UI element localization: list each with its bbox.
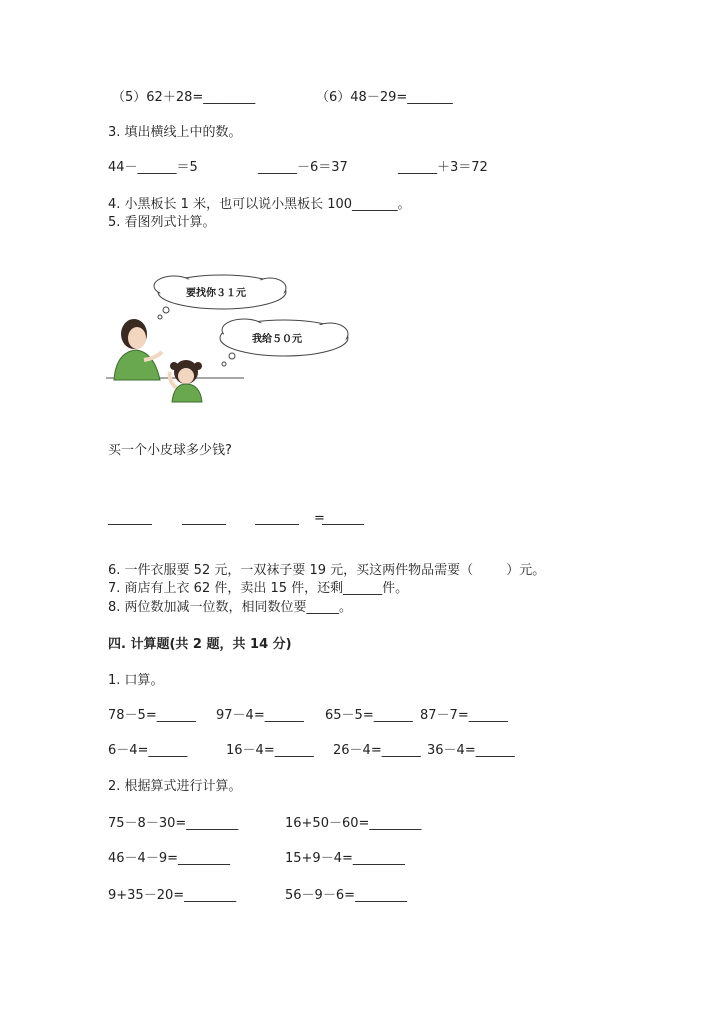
calc1-r1-c1: 78－5=______ xyxy=(108,708,196,723)
calc1-r2-c4: 36－4=______ xyxy=(427,743,515,758)
q3-a: 44－______＝5 xyxy=(108,160,198,175)
section4-title: 四. 计算题(共 2 题，共 14 分) xyxy=(108,637,292,652)
answer-blank-1[interactable] xyxy=(108,512,152,525)
teacher-figure xyxy=(114,319,162,380)
calc1-title: 1. 口算。 xyxy=(108,673,164,688)
q8-text: 8. 两位数加减一位数，相同数位要_____。 xyxy=(108,600,353,615)
answer-blank-3[interactable] xyxy=(255,512,299,525)
calc2-r3-c1: 9+35－20=________ xyxy=(108,888,237,903)
answer-blank-result[interactable] xyxy=(322,512,364,525)
q7-text: 7. 商店有上衣 62 件，卖出 15 件，还剩______件。 xyxy=(108,581,409,596)
bubble2-text: 我给５０元 xyxy=(252,334,302,345)
calc1-r2-c1: 6－4=______ xyxy=(108,743,188,758)
calc1-r2-c3: 26－4=______ xyxy=(333,743,421,758)
calc2-r1-c2: 16+50－60=________ xyxy=(285,816,422,831)
q6-text: 6. 一件衣服要 52 元，一双袜子要 19 元，买这两件物品需要（ ）元。 xyxy=(108,563,546,578)
teacher-girl-illustration xyxy=(104,268,356,406)
q5-question: 买一个小皮球多少钱? xyxy=(108,443,232,458)
q4-text: 4. 小黑板长 1 米，也可以说小黑板长 100_______。 xyxy=(108,197,411,212)
q3-title: 3. 填出横线上中的数。 xyxy=(108,125,242,140)
calc2-r1-c1: 75－8－30=________ xyxy=(108,816,239,831)
bubble1-text: 要找你３１元 xyxy=(186,288,246,299)
calc1-r1-c3: 65－5=______ xyxy=(325,708,413,723)
answer-equals: = xyxy=(314,511,325,526)
calc2-title: 2. 根据算式进行计算。 xyxy=(108,779,242,794)
q5-title: 5. 看图列式计算。 xyxy=(108,215,216,230)
item-5: （5）62＋28=________ xyxy=(112,90,256,105)
q3-c: ______＋3＝72 xyxy=(398,160,488,175)
girl-figure xyxy=(170,360,202,402)
answer-blank-2[interactable] xyxy=(182,512,226,525)
q3-b: ______－6＝37 xyxy=(258,160,348,175)
calc2-r2-c1: 46－4－9=________ xyxy=(108,851,230,866)
calc2-r2-c2: 15+9－4=________ xyxy=(285,851,405,866)
speech-bubble-2 xyxy=(220,319,348,366)
calc2-r3-c2: 56－9－6=________ xyxy=(285,888,407,903)
calc1-r2-c2: 16－4=______ xyxy=(226,743,314,758)
calc1-r1-c4: 87－7=______ xyxy=(420,708,508,723)
item-6: （6）48－29=_______ xyxy=(316,90,453,105)
speech-bubble-1 xyxy=(154,275,286,319)
calc1-r1-c2: 97－4=______ xyxy=(216,708,304,723)
